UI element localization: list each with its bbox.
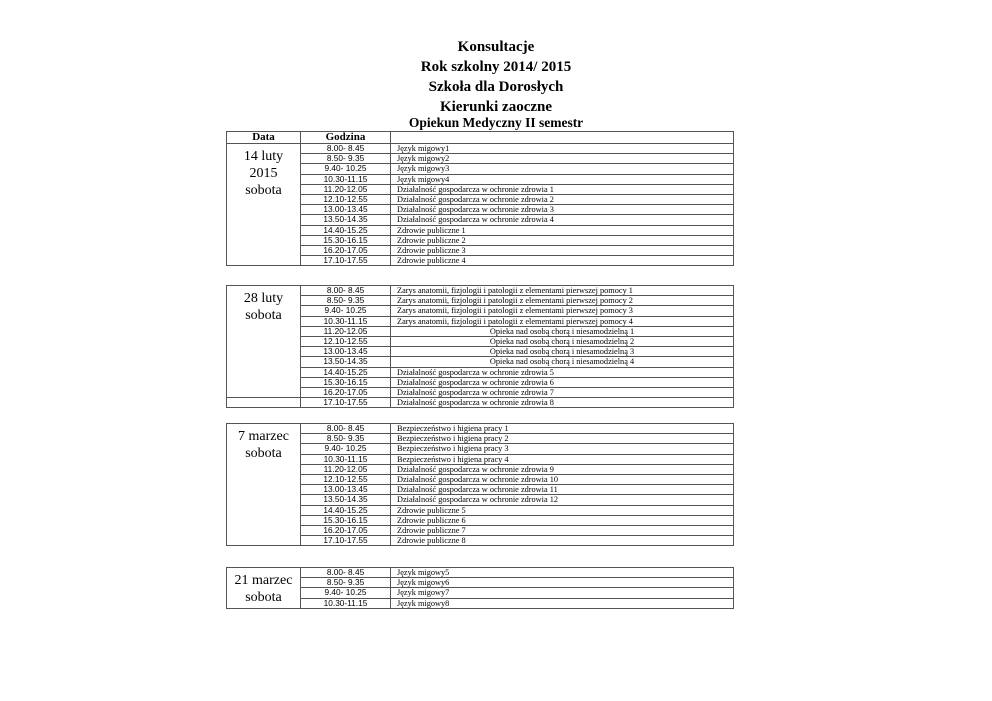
subject-cell: Działalność gospodarcza w ochronie zdrowia 9 xyxy=(391,464,734,474)
date-line: sobota xyxy=(245,590,282,605)
table-row xyxy=(227,144,734,154)
time-cell: 17.10-17.55 xyxy=(301,256,391,266)
table-row xyxy=(227,434,734,444)
subject-cell: Działalność gospodarcza w ochronie zdrowia 10 xyxy=(391,474,734,484)
time-cell: 13.00-13.45 xyxy=(301,347,391,357)
date-line: 2015 xyxy=(249,166,278,181)
schedule-block-table xyxy=(226,285,734,408)
course-name: Opiekun Medyczny II semestr xyxy=(408,115,584,130)
subject-cell: Bezpieczeństwo i higiena pracy 1 xyxy=(391,424,734,434)
time-cell: 13.50-14.35 xyxy=(301,495,391,505)
subject-cell: Zdrowie publiczne 4 xyxy=(391,256,734,266)
table-row xyxy=(227,336,734,346)
time-cell: 10.30-11.15 xyxy=(301,174,391,184)
table-row xyxy=(227,515,734,525)
school-name: Szkoła dla Dorosłych xyxy=(428,79,564,95)
time-cell: 9.40- 10.25 xyxy=(301,306,391,316)
time-cell: 11.20-12.05 xyxy=(301,184,391,194)
table-row xyxy=(227,568,734,578)
date-line: 28 luty xyxy=(243,291,284,306)
subject-cell: Język migowy2 xyxy=(391,154,734,164)
date-cell xyxy=(227,144,301,266)
table-row xyxy=(227,225,734,235)
time-cell: 14.40-15.25 xyxy=(301,505,391,515)
table-row xyxy=(227,588,734,598)
document-title: Konsultacje xyxy=(457,39,535,55)
school-year: Rok szkolny 2014/ 2015 xyxy=(420,59,572,75)
table-row xyxy=(227,286,734,296)
table-row xyxy=(227,256,734,266)
time-cell: 9.40- 10.25 xyxy=(301,444,391,454)
time-cell: 10.30-11.15 xyxy=(301,454,391,464)
header-date: Data xyxy=(227,132,301,144)
time-cell: 8.00- 8.45 xyxy=(301,424,391,434)
table-row xyxy=(227,357,734,367)
table-row xyxy=(227,505,734,515)
time-cell: 9.40- 10.25 xyxy=(301,164,391,174)
schedule-block-table xyxy=(226,567,734,609)
time-cell: 13.00-13.45 xyxy=(301,485,391,495)
table-row xyxy=(227,326,734,336)
time-cell: 8.50- 9.35 xyxy=(301,578,391,588)
subject-cell: Zarys anatomii, fizjologii i patologii z elementami pierwszej pomocy 4 xyxy=(391,316,734,326)
subject-cell: Działalność gospodarcza w ochronie zdrowia 2 xyxy=(391,194,734,204)
schedule-block xyxy=(226,567,733,609)
table-row xyxy=(227,316,734,326)
date-line: 21 marzec xyxy=(234,573,293,588)
subject-cell: Język migowy4 xyxy=(391,174,734,184)
subject-cell: Opieka nad osobą chorą i niesamodzielną 3 xyxy=(391,347,734,357)
schedule-block xyxy=(226,131,733,266)
table-row xyxy=(227,454,734,464)
schedule-block xyxy=(226,285,733,408)
schedule-block-table xyxy=(226,131,734,266)
subject-cell: Język migowy1 xyxy=(391,144,734,154)
time-cell: 16.20-17.05 xyxy=(301,245,391,255)
table-row xyxy=(227,444,734,454)
table-row xyxy=(227,424,734,434)
table-row xyxy=(227,306,734,316)
subject-cell: Bezpieczeństwo i higiena pracy 4 xyxy=(391,454,734,464)
subject-cell: Język migowy8 xyxy=(391,598,734,608)
time-cell: 13.00-13.45 xyxy=(301,205,391,215)
time-cell: 11.20-12.05 xyxy=(301,326,391,336)
table-row xyxy=(227,377,734,387)
subject-cell: Działalność gospodarcza w ochronie zdrowia 8 xyxy=(391,398,734,408)
time-cell: 8.50- 9.35 xyxy=(301,154,391,164)
date-line: sobota xyxy=(245,446,282,461)
time-cell: 10.30-11.15 xyxy=(301,316,391,326)
subject-cell: Język migowy7 xyxy=(391,588,734,598)
table-row xyxy=(227,578,734,588)
table-row xyxy=(227,398,734,408)
subject-cell: Zdrowie publiczne 7 xyxy=(391,525,734,535)
table-row xyxy=(227,485,734,495)
time-cell: 10.30-11.15 xyxy=(301,598,391,608)
date-cell xyxy=(227,286,301,398)
subject-cell: Zdrowie publiczne 1 xyxy=(391,225,734,235)
table-row xyxy=(227,174,734,184)
time-cell: 14.40-15.25 xyxy=(301,225,391,235)
time-cell: 13.50-14.35 xyxy=(301,357,391,367)
date-cell xyxy=(227,568,301,609)
time-cell: 8.00- 8.45 xyxy=(301,144,391,154)
table-row xyxy=(227,245,734,255)
time-cell: 15.30-16.15 xyxy=(301,377,391,387)
subject-cell: Bezpieczeństwo i higiena pracy 3 xyxy=(391,444,734,454)
table-row xyxy=(227,495,734,505)
time-cell: 17.10-17.55 xyxy=(301,398,391,408)
subject-cell: Zdrowie publiczne 2 xyxy=(391,235,734,245)
table-row xyxy=(227,194,734,204)
table-row xyxy=(227,205,734,215)
subject-cell: Zdrowie publiczne 6 xyxy=(391,515,734,525)
subject-cell: Zarys anatomii, fizjologii i patologii z elementami pierwszej pomocy 2 xyxy=(391,296,734,306)
schedule-block-table xyxy=(226,423,734,546)
schedule-block xyxy=(226,423,733,546)
time-cell: 14.40-15.25 xyxy=(301,367,391,377)
time-cell: 8.50- 9.35 xyxy=(301,296,391,306)
subject-cell: Opieka nad osobą chorą i niesamodzielną 2 xyxy=(391,336,734,346)
table-row xyxy=(227,367,734,377)
subject-cell: Zdrowie publiczne 3 xyxy=(391,245,734,255)
subject-cell: Zarys anatomii, fizjologii i patologii z elementami pierwszej pomocy 1 xyxy=(391,286,734,296)
header-subject xyxy=(391,132,734,144)
time-cell: 17.10-17.55 xyxy=(301,536,391,546)
table-row xyxy=(227,296,734,306)
time-cell: 9.40- 10.25 xyxy=(301,588,391,598)
date-line: sobota xyxy=(245,183,282,198)
date-line: 14 luty xyxy=(243,149,284,164)
table-row xyxy=(227,164,734,174)
time-cell: 16.20-17.05 xyxy=(301,387,391,397)
subject-cell: Bezpieczeństwo i higiena pracy 2 xyxy=(391,434,734,444)
time-cell: 15.30-16.15 xyxy=(301,515,391,525)
table-row xyxy=(227,387,734,397)
time-cell: 8.50- 9.35 xyxy=(301,434,391,444)
time-cell: 12.10-12.55 xyxy=(301,336,391,346)
table-row xyxy=(227,184,734,194)
date-line: sobota xyxy=(245,308,282,323)
subject-cell: Język migowy6 xyxy=(391,578,734,588)
table-row xyxy=(227,474,734,484)
table-header-row xyxy=(227,132,734,144)
date-cell xyxy=(227,424,301,546)
subject-cell: Opieka nad osobą chorą i niesamodzielną 1 xyxy=(391,326,734,336)
subject-cell: Działalność gospodarcza w ochronie zdrowia 1 xyxy=(391,184,734,194)
subject-cell: Zdrowie publiczne 5 xyxy=(391,505,734,515)
table-row xyxy=(227,154,734,164)
time-cell: 11.20-12.05 xyxy=(301,464,391,474)
subject-cell: Zdrowie publiczne 8 xyxy=(391,536,734,546)
subject-cell: Język migowy5 xyxy=(391,568,734,578)
subject-cell: Działalność gospodarcza w ochronie zdrowia 4 xyxy=(391,215,734,225)
table-row xyxy=(227,347,734,357)
table-row xyxy=(227,525,734,535)
time-cell: 8.00- 8.45 xyxy=(301,286,391,296)
table-row xyxy=(227,536,734,546)
empty-date-cell xyxy=(227,398,301,408)
subject-cell: Działalność gospodarcza w ochronie zdrowia 5 xyxy=(391,367,734,377)
subject-cell: Język migowy3 xyxy=(391,164,734,174)
time-cell: 16.20-17.05 xyxy=(301,525,391,535)
subject-cell: Działalność gospodarcza w ochronie zdrowia 11 xyxy=(391,485,734,495)
time-cell: 13.50-14.35 xyxy=(301,215,391,225)
time-cell: 12.10-12.55 xyxy=(301,194,391,204)
study-mode: Kierunki zaoczne xyxy=(439,99,553,115)
time-cell: 12.10-12.55 xyxy=(301,474,391,484)
time-cell: 15.30-16.15 xyxy=(301,235,391,245)
table-row xyxy=(227,598,734,608)
table-row xyxy=(227,235,734,245)
subject-cell: Opieka nad osobą chorą i niesamodzielną 4 xyxy=(391,357,734,367)
subject-cell: Działalność gospodarcza w ochronie zdrowia 12 xyxy=(391,495,734,505)
table-row xyxy=(227,464,734,474)
date-line: 7 marzec xyxy=(238,429,289,444)
time-cell: 8.00- 8.45 xyxy=(301,568,391,578)
subject-cell: Działalność gospodarcza w ochronie zdrowia 6 xyxy=(391,377,734,387)
header-time: Godzina xyxy=(301,132,391,144)
table-row xyxy=(227,215,734,225)
subject-cell: Działalność gospodarcza w ochronie zdrowia 7 xyxy=(391,387,734,397)
subject-cell: Zarys anatomii, fizjologii i patologii z elementami pierwszej pomocy 3 xyxy=(391,306,734,316)
subject-cell: Działalność gospodarcza w ochronie zdrowia 3 xyxy=(391,205,734,215)
